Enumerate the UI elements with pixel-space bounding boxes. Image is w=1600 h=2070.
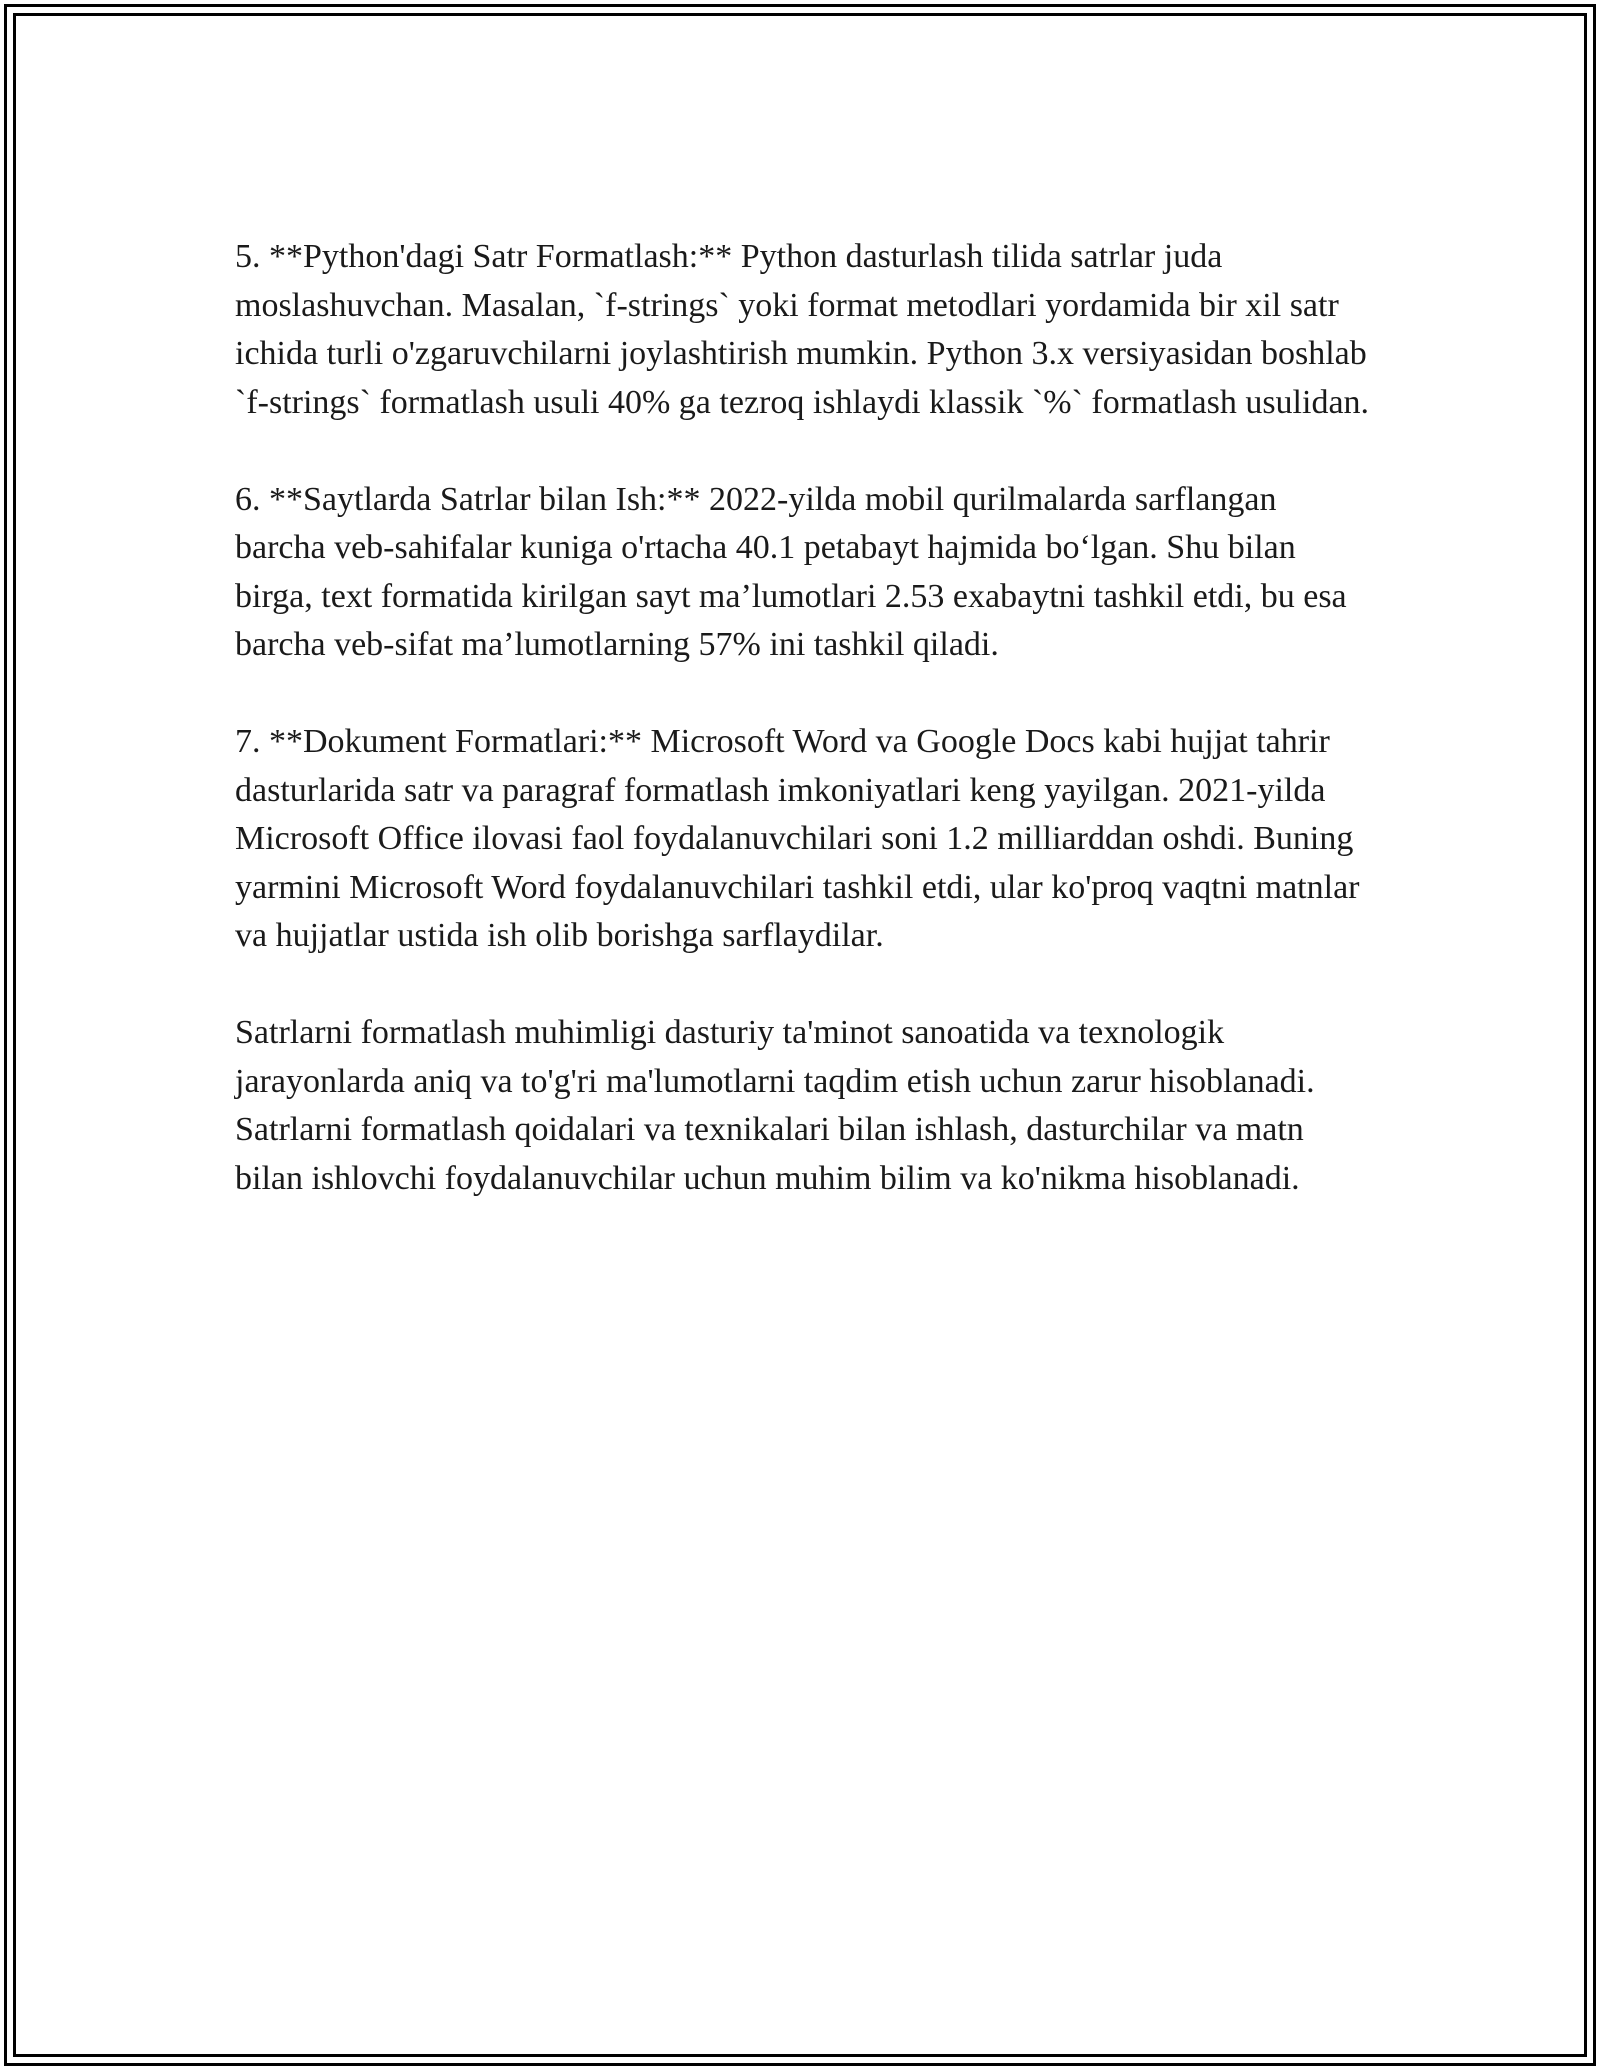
paragraph-document-formats: 7. **Dokument Formatlari:** Microsoft Word va Google Docs kabi hujjat tahrir dasturlarida satr va paragraf formatlash imkoniyatlari keng yayilgan. 2021-yilda Microsoft Office ilovasi faol foydalanuvchilari soni 1.2 milliarddan oshdi. Buning yarmini Microsoft Word foydalanuvchilari tashkil etdi, ular ko'proq vaqtni matnlar va hujjatlar ustida ish olib borishga sarflaydilar.: [235, 723, 1360, 954]
document-body: [235, 233, 1375, 1252]
paragraph-conclusion: Satrlarni formatlash muhimligi dasturiy ta'minot sanoatida va texnologik jarayonlarda aniq va to'g'ri ma'lumotlarni taqdim etish uchun zarur hisoblanadi. Satrlarni formatlash qoidalari va texnikalari bilan ishlash, dasturchilar va matn bilan ishlovchi foydalanuvchilar uchun muhim bilim va ko'nikma hisoblanadi.: [235, 1014, 1315, 1197]
paragraph-websites-strings: 6. **Saytlarda Satrlar bilan Ish:** 2022-yilda mobil qurilmalarda sarflangan barcha veb-sahifalar kuniga o'rtacha 40.1 petabayt hajmida bo‘lgan. Shu bilan birga, text formatida kirilgan sayt ma’lumotlari 2.53 exabaytni tashkil etdi, bu esa barcha veb-sifat ma’lumotlarning 57% ini tashkil qiladi.: [235, 480, 1347, 663]
paragraph-python-formatting: 5. **Python'dagi Satr Formatlash:** Python dasturlash tilida satrlar juda moslashuvchan. Masalan, `f-strings` yoki format metodlari yordamida bir xil satr ichida turli o'zgaruvchilarni joylashtirish mumkin. Python 3.x versiyasidan boshlab `f-strings` formatlash usuli 40% ga tezroq ishlaydi klassik `%` formatlash usulidan.: [235, 238, 1370, 421]
